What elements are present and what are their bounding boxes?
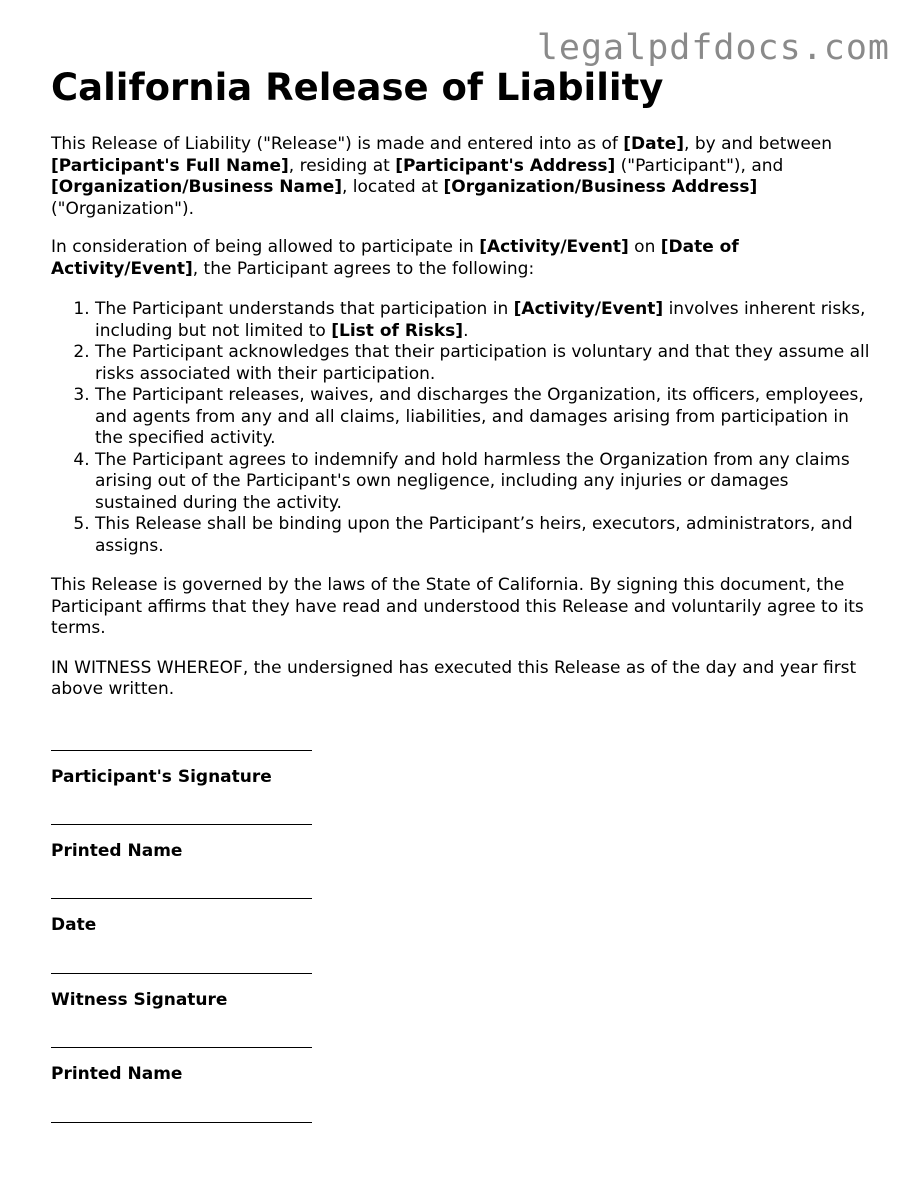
list-item: 4. The Participant agrees to indemnify and hold harmless the Organization from any claims arising out of the Participant's own negligence, including any injuries or damages sustained during the activity. bbox=[95, 450, 871, 515]
organization-address-placeholder: [Organization/Business Address] bbox=[443, 177, 758, 197]
date-placeholder: [Date] bbox=[623, 134, 685, 154]
page-title: California Release of Liability bbox=[51, 66, 664, 109]
list-item: 5. This Release shall be binding upon the Participant’s heirs, executors, administrators, and assigns. bbox=[95, 514, 871, 557]
list-item: 1. The Participant understands that participation in [Activity/Event] involves inherent risks, including but not limited to [List of Risks]. bbox=[95, 299, 871, 342]
final-signature-line[interactable] bbox=[51, 1122, 312, 1123]
printed-name-line[interactable] bbox=[51, 824, 312, 825]
activity-date-placeholder: [Date of Activity/Event] bbox=[51, 237, 739, 279]
document-page bbox=[51, 66, 871, 1123]
date-label: Date bbox=[51, 914, 97, 935]
witness-signature-label: Witness Signature bbox=[51, 989, 228, 1010]
activity-placeholder: [Activity/Event] bbox=[479, 237, 629, 257]
witness-signature-line[interactable] bbox=[51, 973, 312, 974]
witness-printed-name-label: Printed Name bbox=[51, 1063, 183, 1084]
list-item: 3. The Participant releases, waives, and discharges the Organization, its officers, employees, and agents from any and all claims, liabilities, and damages arising from participation in the specified activity. bbox=[95, 385, 871, 450]
governing-law-paragraph: This Release is governed by the laws of the State of California. By signing this document, the Participant affirms that they have read and understood this Release and voluntarily agree to its terms. bbox=[51, 575, 864, 638]
intro-paragraph: This Release of Liability ("Release") is made and entered into as of [Date], by and between [Participant's Full Name], residing at [Participant's Address] ("Participant"), and [Organization/Business Name], located at [Organization/Business Address] ("Organization"). bbox=[51, 134, 833, 219]
organization-name-placeholder: [Organization/Business Name] bbox=[51, 177, 342, 197]
terms-list bbox=[51, 299, 871, 557]
watermark: legalpdfdocs.com bbox=[536, 28, 890, 68]
date-line[interactable] bbox=[51, 898, 312, 899]
participant-signature-label: Participant's Signature bbox=[51, 766, 272, 787]
participant-address-placeholder: [Participant's Address] bbox=[395, 155, 616, 176]
participant-name-placeholder: [Participant's Full Name] bbox=[51, 155, 289, 176]
list-item: 2. The Participant acknowledges that their participation is voluntary and that they assume all risks associated with their participation. bbox=[95, 342, 871, 385]
participant-signature-line[interactable] bbox=[51, 750, 312, 751]
printed-name-label: Printed Name bbox=[51, 840, 183, 861]
witness-paragraph: IN WITNESS WHEREOF, the undersigned has executed this Release as of the day and year first above written. bbox=[51, 657, 857, 699]
signature-block bbox=[51, 750, 871, 1123]
witness-printed-name-line[interactable] bbox=[51, 1047, 312, 1048]
consideration-paragraph: In consideration of being allowed to participate in [Activity/Event] on [Date of Activity/Event], the Participant agrees to the following: bbox=[51, 237, 739, 279]
